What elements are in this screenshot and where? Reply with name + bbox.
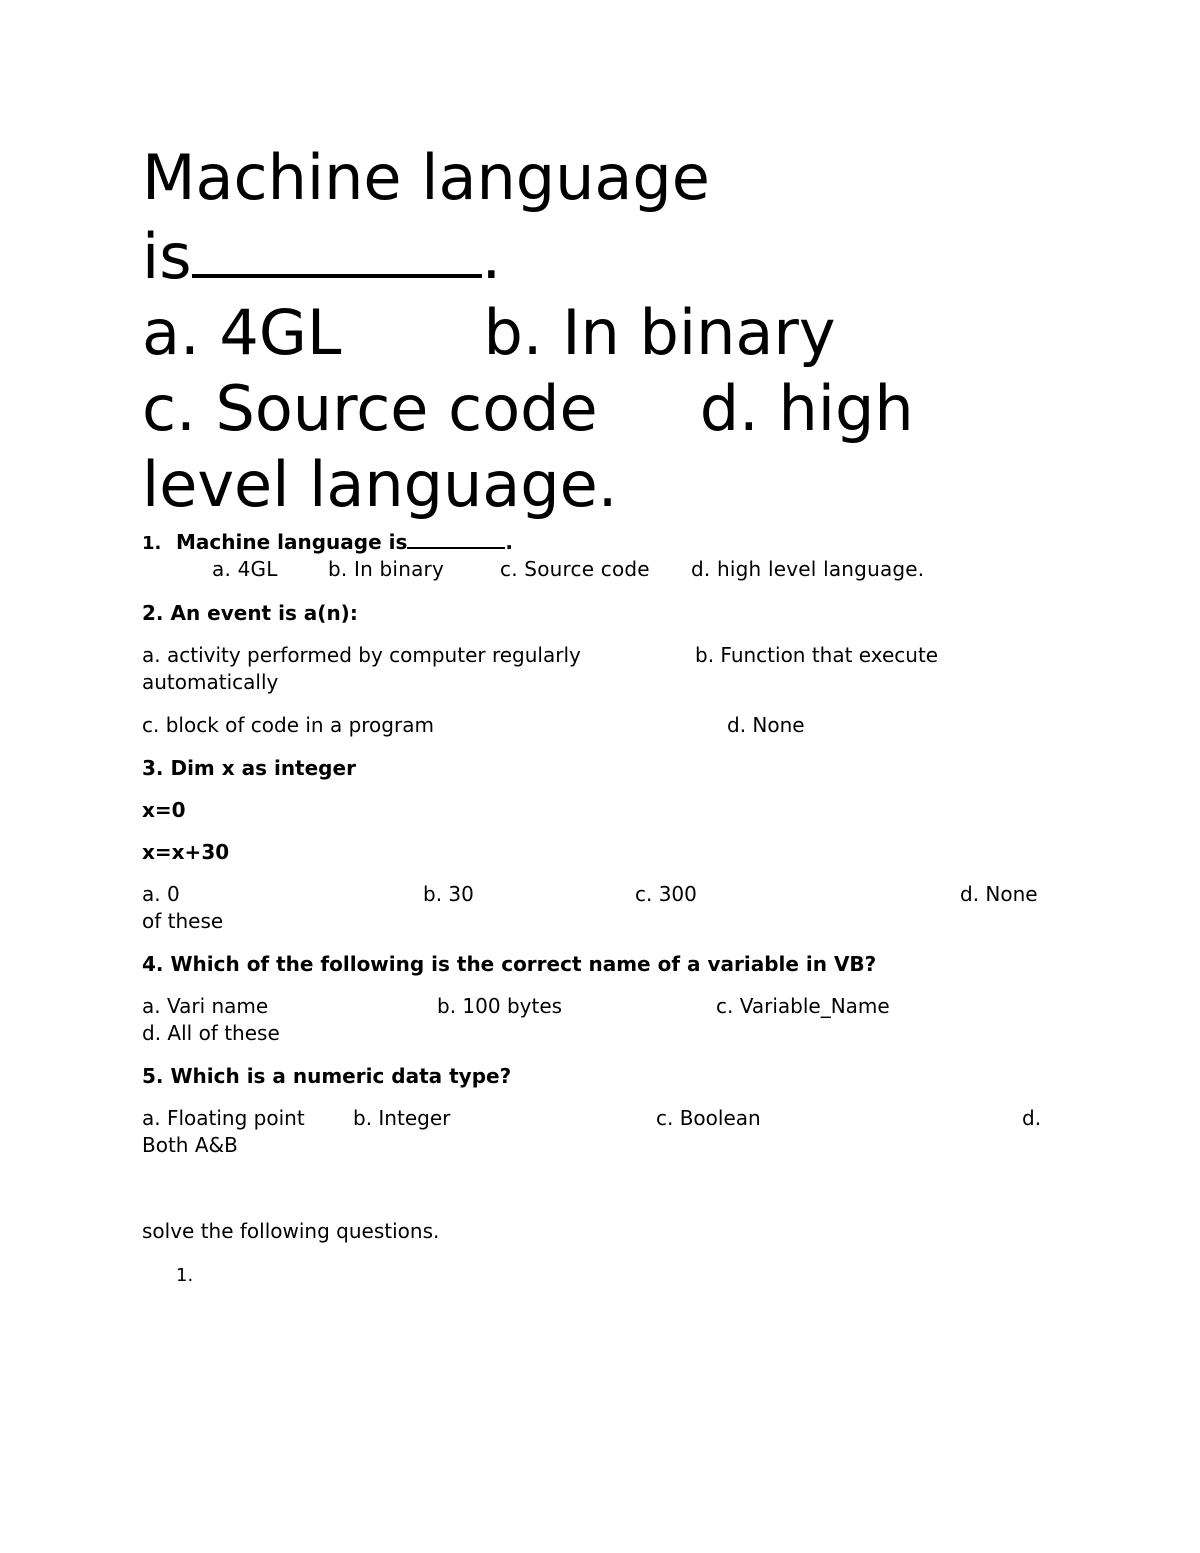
question-2-option-b: b. Function that execute: [695, 643, 939, 667]
question-2-option-b-continued: automatically: [142, 670, 279, 694]
question-2-option-c: c. block of code in a program: [142, 713, 434, 737]
question-3-option-d: d. None: [960, 882, 1038, 906]
question-3-line-2: x=0: [142, 798, 186, 822]
question-1-number: 1.: [142, 533, 162, 554]
document-page: [142, 140, 1102, 1289]
question-5-options-row-2: [142, 1132, 1102, 1159]
heading-line-2: is .: [142, 216, 1102, 295]
question-2-option-a: a. activity performed by computer regularly: [142, 643, 581, 667]
question-5: 5. Which is a numeric data type?: [142, 1064, 512, 1088]
question-5-options-row-1: [142, 1105, 1102, 1132]
question-3: 3. Dim x as integer: [142, 756, 356, 780]
question-1-text: Machine language is: [176, 530, 408, 554]
question-5-option-b: b. Integer: [353, 1106, 451, 1130]
question-4-options-row-1: [142, 993, 1102, 1020]
question-1-option-b: b. In binary: [328, 557, 444, 581]
question-3-option-c: c. 300: [635, 882, 697, 906]
large-question-heading: [142, 140, 1102, 523]
question-2-options-row-2: [142, 669, 1102, 696]
heading-option-d: d. high: [699, 372, 914, 445]
heading-line-1: Machine language: [142, 141, 710, 214]
question-4: 4. Which of the following is the correct name of a variable in VB?: [142, 952, 877, 976]
question-4-option-a: a. Vari name: [142, 994, 269, 1018]
question-3-line-3: x=x+30: [142, 840, 230, 864]
question-5-option-d: d.: [1022, 1106, 1042, 1130]
question-1-option-c: c. Source code: [500, 557, 650, 581]
question-2-options-row-3: [142, 712, 1102, 739]
heading-option-a: a. 4GL: [142, 296, 342, 369]
instruction-text: solve the following questions.: [142, 1219, 440, 1243]
question-5-option-a: a. Floating point: [142, 1106, 305, 1130]
heading-line-3: [142, 295, 1102, 371]
question-4-option-d: d. All of these: [142, 1021, 280, 1045]
question-1-option-d: d. high level language.: [691, 557, 925, 581]
question-3-options-row-1: [142, 881, 1102, 908]
question-3-option-b: b. 30: [423, 882, 474, 906]
heading-option-c: c. Source code: [142, 372, 598, 445]
question-5-option-d-continued: Both A&B: [142, 1133, 238, 1157]
question-3-options-row-2: [142, 908, 1102, 935]
numbered-list-item: 1.: [176, 1265, 194, 1286]
question-1-options: [142, 557, 1102, 584]
question-2-options-row-1: [142, 642, 1102, 669]
question-4-option-b: b. 100 bytes: [437, 994, 563, 1018]
question-1-option-a: a. 4GL: [212, 557, 278, 581]
question-1-blank: [407, 527, 505, 549]
heading-option-b: b. In binary: [483, 296, 836, 369]
question-3-option-d-continued: of these: [142, 909, 224, 933]
question-2: 2. An event is a(n):: [142, 601, 358, 625]
heading-answer-blank: [192, 216, 482, 278]
question-4-options-row-2: [142, 1020, 1102, 1047]
question-2-option-d: d. None: [727, 713, 805, 737]
question-3-option-a: a. 0: [142, 882, 180, 906]
heading-line-5: level language.: [142, 448, 618, 521]
question-4-option-c: c. Variable_Name: [716, 994, 890, 1018]
question-5-option-c: c. Boolean: [656, 1106, 761, 1130]
heading-line-4: [142, 371, 1102, 447]
question-1: 1. Machine language is .: [142, 527, 1102, 557]
